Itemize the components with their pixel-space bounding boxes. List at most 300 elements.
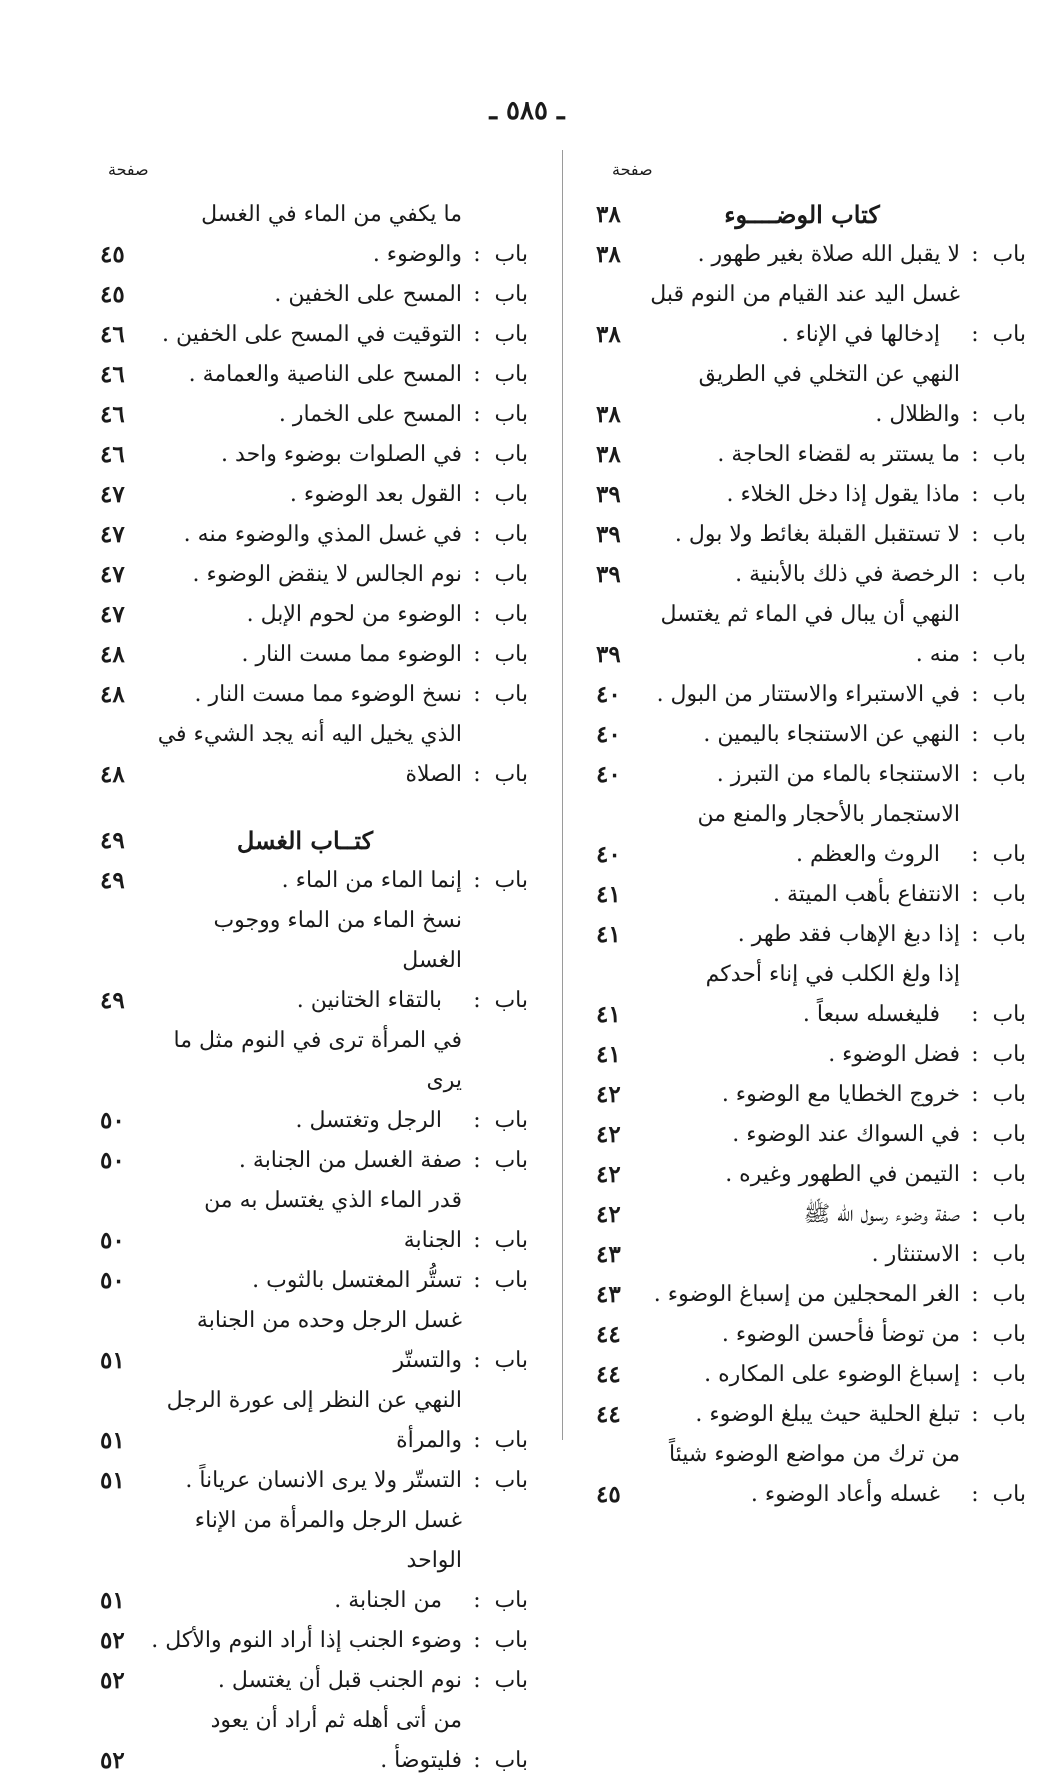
page-ref: ٣٨ <box>596 321 621 348</box>
toc-entry <box>100 1461 528 1501</box>
toc-entry <box>596 275 1026 355</box>
left-column-page-label: صفحة <box>108 160 149 179</box>
entry-title <box>148 1661 468 1701</box>
entry-title-continuation: إدخالها في الإناء . <box>781 322 940 347</box>
bab-label: باب <box>992 682 1026 707</box>
toc-entry <box>100 595 528 635</box>
entry-separator: : <box>473 1628 481 1653</box>
entry-separator: : <box>971 482 979 507</box>
toc-entry <box>100 475 528 515</box>
entry-title <box>148 715 468 795</box>
bab-label: باب <box>494 602 528 627</box>
toc-entry <box>596 1275 1026 1315</box>
bab-label: باب <box>494 1148 528 1173</box>
entry-title <box>644 1115 966 1155</box>
toc-entry <box>100 1701 528 1781</box>
entry-separator: : <box>473 482 481 507</box>
page-ref: ٥٢ <box>100 1627 125 1654</box>
toc-entry <box>100 395 528 435</box>
entry-title <box>148 475 468 515</box>
page-ref: ٥٠ <box>100 1147 125 1174</box>
entry-title <box>644 555 966 595</box>
entry-separator: : <box>971 522 979 547</box>
entry-title-line: النهي أن يبال في الماء ثم يغتسل منه . <box>660 602 960 667</box>
entry-title <box>148 1381 468 1461</box>
page-ref: ٥٢ <box>100 1747 125 1774</box>
page-ref: ٤١ <box>596 881 621 908</box>
entry-title <box>148 1701 468 1781</box>
toc-entry <box>100 1661 528 1701</box>
page-ref: ٤٨ <box>100 641 125 668</box>
page-ref: ٤٥ <box>100 281 125 308</box>
entry-title <box>644 515 966 555</box>
toc-entry <box>596 715 1026 755</box>
bab-label: باب <box>494 1348 528 1373</box>
entry-separator: : <box>473 1348 481 1373</box>
page-ref: ٤٠ <box>596 761 621 788</box>
bab-label: باب <box>992 922 1026 947</box>
entry-title-continuation: الرجل وتغتسل . <box>295 1108 442 1133</box>
entry-title-line: غسل الرجل والمرأة من الإناء الواحد <box>194 1508 462 1573</box>
toc-entry <box>100 515 528 555</box>
entry-title-continuation: من الجنابة . <box>334 1588 442 1613</box>
page-ref: ٤٣ <box>596 1281 621 1308</box>
entry-title <box>644 1435 966 1515</box>
entry-title-line: المسح على الخفين . <box>274 282 462 307</box>
entry-separator: : <box>971 562 979 587</box>
entry-separator: : <box>473 642 481 667</box>
toc-entry <box>100 315 528 355</box>
entry-title-line: ماذا يقول إذا دخل الخلاء . <box>726 482 960 507</box>
entry-title <box>644 1155 966 1195</box>
bab-label: باب <box>992 762 1026 787</box>
toc-entry <box>100 1141 528 1181</box>
bab-label: باب <box>494 642 528 667</box>
entry-title-line: تستُّر المغتسل بالثوب . <box>252 1268 462 1293</box>
entry-title <box>644 795 966 875</box>
page-ref: ٤٢ <box>596 1121 621 1148</box>
toc-entry <box>596 1075 1026 1115</box>
entry-title-line: الاستنجاء بالماء من التبرز . <box>716 762 960 787</box>
entry-title <box>148 1181 468 1261</box>
toc-entry <box>100 1381 528 1461</box>
entry-title-line: الذي يخيل اليه أنه يجد الشيء في الصلاة <box>157 722 462 787</box>
entry-title <box>148 275 468 315</box>
bab-label: باب <box>494 522 528 547</box>
page-ref: ٤٢ <box>596 1161 621 1188</box>
entry-separator: : <box>971 1162 979 1187</box>
page-ref: ٤٩ <box>100 827 125 854</box>
entry-separator: : <box>473 282 481 307</box>
entry-separator: : <box>473 762 481 787</box>
toc-entry <box>596 1355 1026 1395</box>
entry-title-line: نوم الجالس لا ينقض الوضوء . <box>192 562 462 587</box>
bab-label: باب <box>494 1668 528 1693</box>
right-column-page-label: صفحة <box>612 160 653 179</box>
entry-title-line: غسل اليد عند القيام من النوم قبل <box>650 282 960 307</box>
entry-title <box>644 355 966 435</box>
page-ref: ٥١ <box>100 1427 125 1454</box>
page-ref: ٤٧ <box>100 481 125 508</box>
bab-label: باب <box>992 1002 1026 1027</box>
bab-label: باب <box>992 1482 1026 1507</box>
entry-title-line: الاستنثار . <box>871 1242 960 1267</box>
bab-label: باب <box>992 1242 1026 1267</box>
entry-title <box>148 395 468 435</box>
entry-title-continuation: بالتقاء الختانين . <box>296 988 442 1013</box>
entry-title <box>148 195 468 275</box>
entry-title <box>644 1035 966 1075</box>
toc-entry <box>100 195 528 275</box>
bab-label: باب <box>494 682 528 707</box>
entry-separator: : <box>971 1242 979 1267</box>
bab-label: باب <box>992 642 1026 667</box>
toc-entry <box>596 1115 1026 1155</box>
page-ref: ٣٩ <box>596 561 621 588</box>
toc-entry <box>100 1181 528 1261</box>
bab-label: باب <box>494 1628 528 1653</box>
entry-separator: : <box>971 882 979 907</box>
bab-label: باب <box>992 882 1026 907</box>
page-ref: ٤٧ <box>100 601 125 628</box>
page-ref: ٤٦ <box>100 401 125 428</box>
bab-label: باب <box>494 482 528 507</box>
bab-label: باب <box>992 562 1026 587</box>
entry-title <box>644 875 966 915</box>
bab-label: باب <box>494 1588 528 1613</box>
entry-separator: : <box>971 682 979 707</box>
page-ref: ٣٩ <box>596 521 621 548</box>
entry-title-line: الغر المحجلين من إسباغ الوضوء . <box>653 1282 960 1307</box>
toc-entry <box>596 795 1026 875</box>
page-ref: ٤٧ <box>100 521 125 548</box>
toc-entry <box>100 555 528 595</box>
toc-entry <box>596 955 1026 1035</box>
toc-entry <box>100 435 528 475</box>
entry-separator: : <box>473 868 481 893</box>
toc-entry <box>596 555 1026 595</box>
entry-title <box>644 915 966 955</box>
bab-label: باب <box>992 442 1026 467</box>
toc-entry <box>596 1195 1026 1235</box>
entry-separator: : <box>971 922 979 947</box>
entry-title-line: نوم الجنب قبل أن يغتسل . <box>217 1668 462 1693</box>
entry-title-line: فضل الوضوء . <box>828 1042 960 1067</box>
entry-title-line: إذا دبغ الإهاب فقد طهر . <box>737 922 960 947</box>
page-ref: ٤٢ <box>596 1201 621 1228</box>
entry-title-line: قدر الماء الذي يغتسل به من الجنابة <box>204 1188 462 1253</box>
toc-entry <box>100 715 528 795</box>
entry-title-line: كتــاب الغسل <box>236 826 374 855</box>
bab-label: باب <box>494 762 528 787</box>
entry-title-line: التيمن في الطهور وغيره . <box>725 1162 960 1187</box>
entry-title <box>148 675 468 715</box>
entry-title <box>148 901 468 1021</box>
entry-separator: : <box>473 1588 481 1613</box>
toc-entry <box>100 1501 528 1621</box>
toc-entry <box>596 1155 1026 1195</box>
page-ref: ٤٣ <box>596 1241 621 1268</box>
entry-separator: : <box>971 1122 979 1147</box>
entry-title-line: ما يستتر به لقضاء الحاجة . <box>717 442 960 467</box>
entry-separator: : <box>473 1668 481 1693</box>
entry-title <box>644 675 966 715</box>
entry-separator: : <box>971 1402 979 1427</box>
page-ref: ٥١ <box>100 1587 125 1614</box>
entry-title <box>148 595 468 635</box>
column-divider <box>562 150 563 1440</box>
entry-title <box>644 1315 966 1355</box>
bab-label: باب <box>494 402 528 427</box>
bab-label: باب <box>494 988 528 1013</box>
entry-title-line: النهي عن التخلي في الطريق والظلال . <box>698 362 960 427</box>
entry-separator: : <box>473 1748 481 1773</box>
page-ref: ٤٨ <box>100 761 125 788</box>
toc-entry <box>100 275 528 315</box>
entry-title-line: إسباغ الوضوء على المكاره . <box>704 1362 960 1387</box>
entry-separator: : <box>473 402 481 427</box>
bab-label: باب <box>992 1162 1026 1187</box>
page-ref: ٣٨ <box>596 201 621 228</box>
entry-title <box>644 955 966 1035</box>
entry-separator: : <box>971 1362 979 1387</box>
toc-entry <box>100 901 528 1021</box>
entry-title <box>148 1301 468 1381</box>
entry-separator: : <box>473 682 481 707</box>
page-ref: ٤٤ <box>596 1401 621 1428</box>
entry-title-line: الرخصة في ذلك بالأبنية . <box>735 562 960 587</box>
bab-label: باب <box>992 1082 1026 1107</box>
entry-title <box>644 435 966 475</box>
page-ref: ٣٨ <box>596 441 621 468</box>
entry-title-line: وضوء الجنب إذا أراد النوم والأكل . <box>151 1628 462 1653</box>
entry-separator: : <box>971 1042 979 1067</box>
entry-separator: : <box>971 642 979 667</box>
toc-entry <box>100 1021 528 1141</box>
left-column <box>100 195 528 1781</box>
toc-entry <box>596 355 1026 435</box>
bab-label: باب <box>494 1268 528 1293</box>
entry-separator: : <box>971 242 979 267</box>
bab-label: باب <box>494 868 528 893</box>
toc-entry <box>596 755 1026 795</box>
bab-label: باب <box>992 1362 1026 1387</box>
entry-title <box>148 1141 468 1181</box>
page-ref: ٤٠ <box>596 721 621 748</box>
entry-separator: : <box>971 762 979 787</box>
heading-title <box>148 821 468 861</box>
toc-entry <box>596 1435 1026 1515</box>
page-ref: ٥١ <box>100 1347 125 1374</box>
bab-label: باب <box>992 722 1026 747</box>
entry-separator: : <box>473 322 481 347</box>
bab-label: باب <box>494 442 528 467</box>
toc-entry <box>596 1395 1026 1435</box>
page-ref: ٥٠ <box>100 1107 125 1134</box>
entry-separator: : <box>971 322 979 347</box>
entry-title <box>148 355 468 395</box>
bab-label: باب <box>992 1402 1026 1427</box>
bab-label: باب <box>494 242 528 267</box>
page-ref: ٥٢ <box>100 1667 125 1694</box>
entry-title-line: لا تستقبل القبلة بغائط ولا بول . <box>674 522 960 547</box>
entry-title-continuation: غسله وأعاد الوضوء . <box>750 1482 940 1507</box>
bab-label: باب <box>992 402 1026 427</box>
entry-title-line: التستّر ولا يرى الانسان عرياناً . <box>185 1468 462 1493</box>
entry-title-line: الانتفاع بأهب الميتة . <box>773 882 960 907</box>
bab-label: باب <box>992 1282 1026 1307</box>
entry-separator: : <box>473 1468 481 1493</box>
entry-title <box>644 1395 966 1435</box>
entry-separator: : <box>473 522 481 547</box>
entry-title <box>644 1195 966 1235</box>
toc-entry <box>100 1621 528 1661</box>
page-ref: ٤٦ <box>100 441 125 468</box>
entry-title <box>148 435 468 475</box>
entry-title-line: لا يقبل الله صلاة بغير طهور . <box>697 242 960 267</box>
entry-separator: : <box>971 1322 979 1347</box>
page-ref: ٤٦ <box>100 361 125 388</box>
page-ref: ٤٤ <box>596 1321 621 1348</box>
page-ref: ٤٦ <box>100 321 125 348</box>
entry-separator: : <box>473 442 481 467</box>
entry-title-line: نسخ الوضوء مما مست النار . <box>194 682 462 707</box>
bab-label: باب <box>992 1042 1026 1067</box>
entry-title-line: في الاستبراء والاستتار من البول . <box>656 682 960 707</box>
entry-title-line: من أتى أهله ثم أراد أن يعود فليتوضأ . <box>210 1708 462 1773</box>
book-heading <box>596 195 1026 235</box>
entry-title <box>644 1075 966 1115</box>
entry-title <box>148 1501 468 1621</box>
bab-label: باب <box>992 842 1026 867</box>
bab-label: باب <box>992 1322 1026 1347</box>
page-ref: ٤٨ <box>100 681 125 708</box>
entry-title-line: القول بعد الوضوء . <box>289 482 462 507</box>
entry-separator: : <box>473 562 481 587</box>
entry-title-line: نسخ الماء من الماء ووجوب الغسل <box>213 908 462 973</box>
page-ref: ٤٠ <box>596 841 621 868</box>
entry-title <box>644 275 966 355</box>
toc-entry <box>596 475 1026 515</box>
entry-separator: : <box>971 1082 979 1107</box>
page-ref: ٣٩ <box>596 481 621 508</box>
toc-entry <box>596 515 1026 555</box>
toc-entry <box>596 675 1026 715</box>
entry-title-line: ما يكفي من الماء في الغسل والوضوء . <box>201 202 462 267</box>
entry-title-line: في السواك عند الوضوء . <box>732 1122 960 1147</box>
entry-title <box>148 315 468 355</box>
page-ref: ٥١ <box>100 1467 125 1494</box>
entry-title <box>644 715 966 755</box>
page-ref: ٤٥ <box>596 1481 621 1508</box>
page-ref: ٥٠ <box>100 1227 125 1254</box>
page-ref: ٤٩ <box>100 987 125 1014</box>
bab-label: باب <box>494 1108 528 1133</box>
entry-title <box>644 235 966 275</box>
entry-separator: : <box>473 1108 481 1133</box>
entry-separator: : <box>971 402 979 427</box>
entry-separator: : <box>473 1268 481 1293</box>
entry-title <box>148 1461 468 1501</box>
entry-title-line: إنما الماء من الماء . <box>281 868 462 893</box>
page-ref: ٤٢ <box>596 1081 621 1108</box>
entry-title-line: في غسل المذي والوضوء منه . <box>183 522 462 547</box>
page-ref: ٣٩ <box>596 641 621 668</box>
page-ref: ٣٨ <box>596 401 621 428</box>
entry-title-line: المسح على الخمار . <box>278 402 462 427</box>
entry-separator: : <box>971 1002 979 1027</box>
entry-separator: : <box>473 1428 481 1453</box>
entry-title <box>148 861 468 901</box>
bab-label: باب <box>992 1202 1026 1227</box>
entry-title <box>148 555 468 595</box>
toc-entry <box>100 1301 528 1381</box>
entry-title-line: في الصلوات بوضوء واحد . <box>221 442 462 467</box>
page-number: ـ ٥٨٥ ـ <box>489 96 565 126</box>
toc-entry <box>100 635 528 675</box>
toc-entry <box>596 875 1026 915</box>
entry-title-line: خروج الخطايا مع الوضوء . <box>721 1082 960 1107</box>
bab-label: باب <box>494 282 528 307</box>
entry-title-line: النهي عن النظر إلى عورة الرجل والمرأة <box>166 1388 462 1453</box>
entry-title-line: الوضوء مما مست النار . <box>241 642 462 667</box>
page-ref: ٤٧ <box>100 561 125 588</box>
entry-separator: : <box>473 242 481 267</box>
bab-label: باب <box>494 1748 528 1773</box>
entry-separator: : <box>473 362 481 387</box>
entry-separator: : <box>971 1202 979 1227</box>
bab-label: باب <box>494 562 528 587</box>
toc-entry <box>100 1261 528 1301</box>
entry-title-line: المسح على الناصية والعمامة . <box>188 362 462 387</box>
entry-title-line: التوقيت في المسح على الخفين . <box>161 322 462 347</box>
entry-title <box>148 1021 468 1141</box>
toc-entry <box>596 1235 1026 1275</box>
bab-label: باب <box>992 482 1026 507</box>
entry-title-line: صفة وضوء رسول الله ﷺ <box>803 1202 960 1227</box>
entry-title-continuation: الروث والعظم . <box>795 842 940 867</box>
page-ref: ٤١ <box>596 1001 621 1028</box>
page-ref: ٤٩ <box>100 867 125 894</box>
entry-title-line: تبلغ الحلية حيث يبلغ الوضوء . <box>695 1402 960 1427</box>
toc-entry <box>596 235 1026 275</box>
right-column <box>596 195 1026 1515</box>
entry-title-line: غسل الرجل وحده من الجنابة والتستّر <box>196 1308 462 1373</box>
toc-entry <box>596 595 1026 675</box>
entry-separator: : <box>473 602 481 627</box>
entry-separator: : <box>473 1228 481 1253</box>
toc-entry <box>100 675 528 715</box>
toc-entry <box>596 1315 1026 1355</box>
entry-title-line: إذا ولغ الكلب في إناء أحدكم <box>705 962 960 987</box>
entry-title-line: في المرأة ترى في النوم مثل ما يرى <box>173 1028 462 1093</box>
page-ref: ٤١ <box>596 1041 621 1068</box>
toc-entry <box>596 915 1026 955</box>
toc-entry <box>596 1035 1026 1075</box>
bab-label: باب <box>494 362 528 387</box>
entry-title-line: من توضأ فأحسن الوضوء . <box>721 1322 960 1347</box>
entry-separator: : <box>971 1282 979 1307</box>
page-ref: ٥٠ <box>100 1267 125 1294</box>
page-ref: ٤٤ <box>596 1361 621 1388</box>
entry-separator: : <box>971 442 979 467</box>
entry-separator: : <box>971 722 979 747</box>
bab-label: باب <box>992 1122 1026 1147</box>
page-ref: ٤٥ <box>100 241 125 268</box>
page-ref: ٤١ <box>596 921 621 948</box>
entry-title <box>148 1261 468 1301</box>
entry-separator: : <box>473 1148 481 1173</box>
